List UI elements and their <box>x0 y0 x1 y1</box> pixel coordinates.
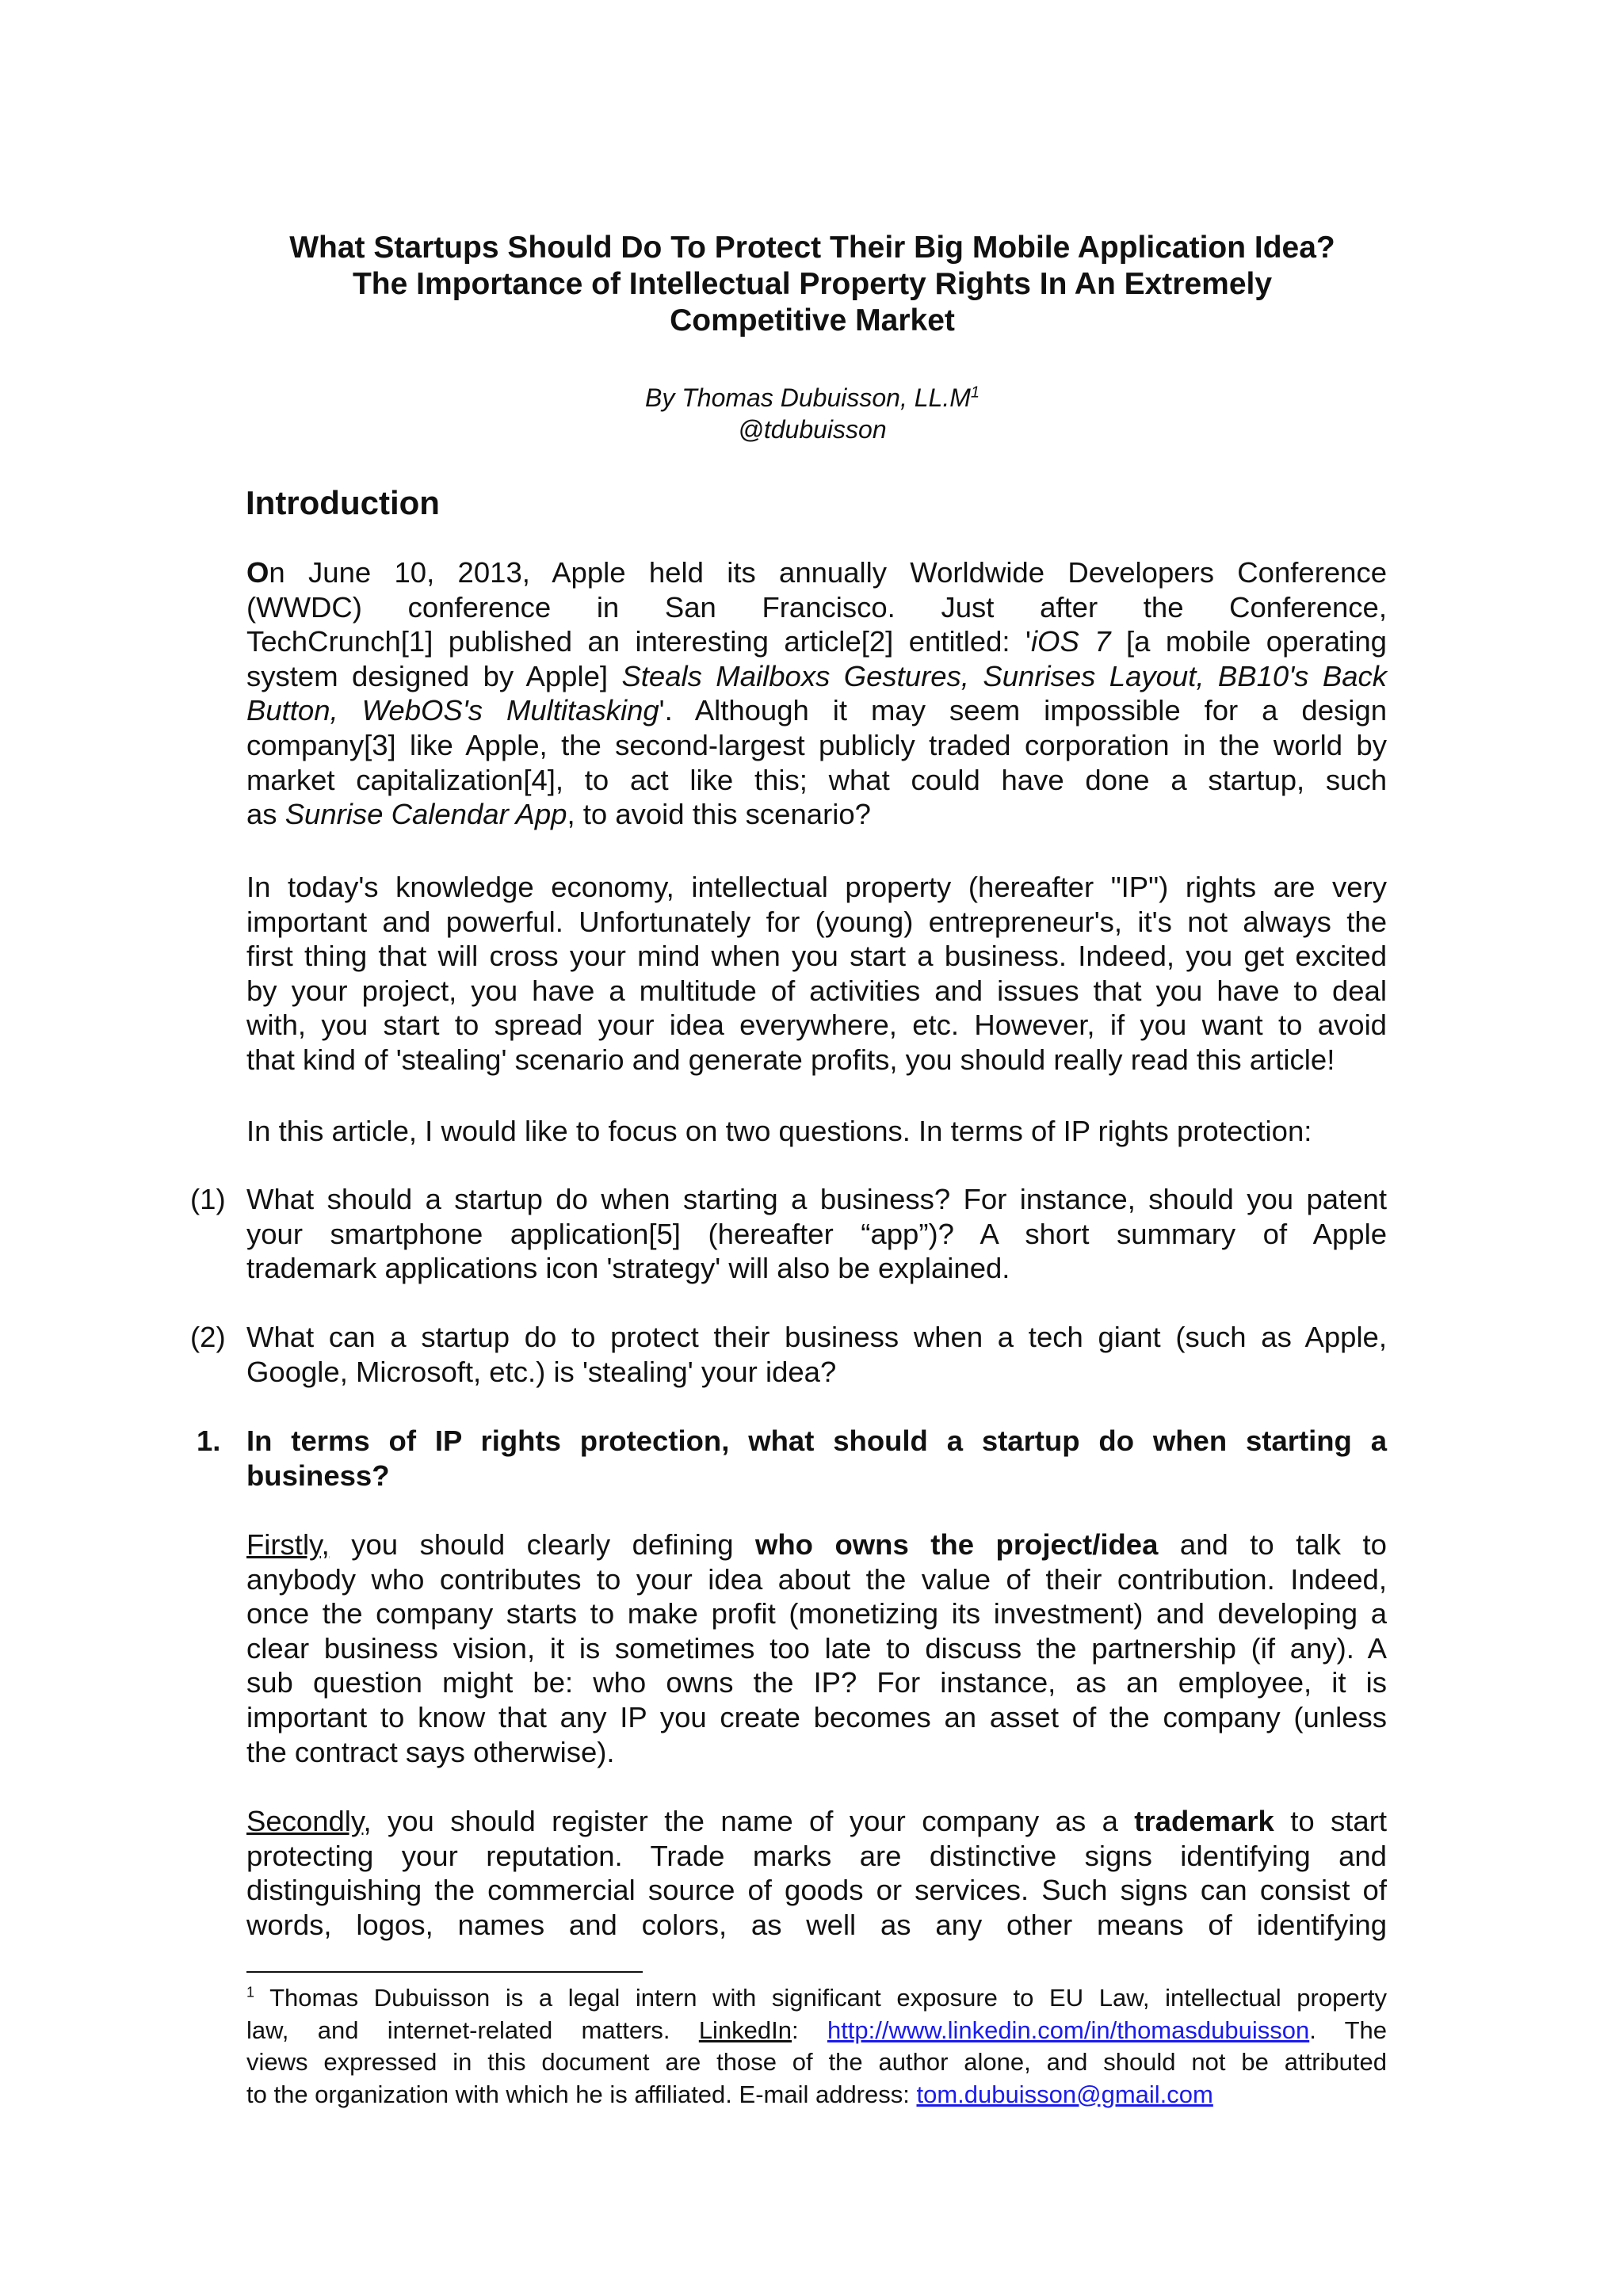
text-line: (WWDC) conference in San Francisco. Just after the Conference, <box>246 590 1387 624</box>
bold-text: who owns the project/idea <box>755 1528 1159 1561</box>
author-handle: @tdubuisson <box>738 415 887 444</box>
text-line: distinguishing the commercial source of goods or services. Such signs can consist of <box>246 1874 1387 1907</box>
secondly-paragraph <box>246 1804 1387 1942</box>
text-line <box>246 797 1387 832</box>
text-line <box>246 2079 1387 2111</box>
list-number: (2) <box>190 1321 226 1353</box>
text-span: you should clearly defining <box>329 1528 755 1561</box>
text-span: : <box>792 2016 827 2044</box>
text-span: , to avoid this scenario? <box>567 798 871 831</box>
linkedin-link[interactable]: http://www.linkedin.com/in/thomasdubuisson <box>827 2016 1310 2044</box>
text-span: system designed by Apple] <box>246 659 622 692</box>
text-line: In terms of IP rights protection, what should a startup do when starting a <box>246 1425 1387 1457</box>
page-title <box>230 230 1395 339</box>
text-line: clear business vision, it is sometimes too late to discuss the partnership (if any). A <box>246 1631 1387 1665</box>
question-2 <box>246 1320 1387 1389</box>
text-span: TechCrunch[1] published an interesting article[2] entitled: ' <box>246 625 1031 658</box>
underlined-lead: Secondly <box>246 1805 364 1837</box>
text-span: , you should register the name of your company as a <box>363 1805 1135 1837</box>
text-line: with, you start to spread your idea everywhere, etc. However, if you want to avoid <box>246 1009 1387 1042</box>
list-number: (1) <box>190 1183 226 1215</box>
text-line <box>246 659 1387 694</box>
text-line: Google, Microsoft, etc.) is 'stealing' your idea? <box>246 1355 837 1388</box>
italic-text: iOS 7 <box>1030 625 1111 658</box>
text-line: important and powerful. Unfortunately for (young) entrepreneur's, it's not always the <box>246 905 1387 938</box>
intro-paragraph-3 <box>246 1114 1387 1149</box>
text-line <box>246 1527 1387 1562</box>
text-line <box>246 1982 1387 2015</box>
text-line: business? <box>246 1459 390 1492</box>
text-line <box>246 555 1387 590</box>
section-heading-1 <box>246 1424 1387 1493</box>
title-line-2: The Importance of Intellectual Property Rights In An Extremely <box>352 267 1273 301</box>
italic-text: Sunrise Calendar App <box>285 798 567 831</box>
bold-text: trademark <box>1134 1805 1274 1837</box>
text-span: and to talk to <box>1158 1528 1387 1561</box>
text-span: law, and internet-related matters. <box>246 2016 699 2044</box>
text-line: What can a startup do to protect their business when a tech giant (such as Apple, <box>246 1321 1387 1353</box>
linkedin-label: LinkedIn <box>698 2016 792 2044</box>
text-line: your smartphone application[5] (hereafter “app”)? A short summary of Apple <box>246 1217 1387 1250</box>
text-line: What should a startup do when starting a business? For instance, should you patent <box>246 1183 1387 1215</box>
text-span: [a mobile operating <box>1110 625 1387 658</box>
text-line: the contract says otherwise). <box>246 1735 615 1768</box>
text-line: trademark applications icon 'strategy' will also be explained. <box>246 1252 1010 1285</box>
text-line: sub question might be: who owns the IP? For instance, as an employee, it is <box>246 1666 1387 1699</box>
text-line: In today's knowledge economy, intellectual property (hereafter "IP") rights are very <box>246 871 1387 903</box>
text-line <box>246 2015 1387 2047</box>
footnote-mark: 1 <box>246 1984 255 2000</box>
footnote-divider <box>246 1971 643 1973</box>
text-span: as <box>246 798 285 831</box>
text-line: words, logos, names and colors, as well as any other means of identifying <box>246 1908 1387 1941</box>
text-line: that kind of 'stealing' scenario and generate profits, you should really read this article! <box>246 1043 1335 1076</box>
text-line <box>246 693 1387 728</box>
intro-paragraph-2 <box>246 870 1387 1077</box>
underlined-lead: Firstly, <box>246 1528 330 1561</box>
text-line: by your project, you have a multitude of activities and issues that you have to deal <box>246 974 1387 1007</box>
text-line: once the company starts to make profit (monetizing its investment) and developing a <box>246 1597 1387 1630</box>
text-line: market capitalization[4], to act like this; what could have done a startup, such <box>246 763 1387 796</box>
italic-text: Button, WebOS's Multitasking <box>246 694 659 727</box>
author-footnote-mark: 1 <box>970 383 980 402</box>
italic-text: Steals Mailboxs Gestures, Sunrises Layout, BB10's Back <box>621 659 1387 692</box>
intro-paragraph-1 <box>246 555 1387 832</box>
section-number: 1. <box>197 1425 221 1457</box>
text-line <box>246 1804 1387 1839</box>
text-line: company[3] like Apple, the second-largest publicly traded corporation in the world by <box>246 728 1387 761</box>
email-link[interactable]: tom.dubuisson@gmail.com <box>916 2080 1213 2108</box>
text-line: protecting your reputation. Trade marks are distinctive signs identifying and <box>246 1839 1387 1872</box>
title-line-3: Competitive Market <box>670 303 955 338</box>
question-1 <box>246 1182 1387 1286</box>
firstly-paragraph <box>246 1527 1387 1769</box>
title-line-1: What Startups Should Do To Protect Their Big Mobile Application Idea? <box>289 231 1335 265</box>
text-span: to the organization with which he is affiliated. E-mail address: <box>246 2080 917 2108</box>
text-span: to start <box>1274 1805 1387 1837</box>
text-span: '. Although it may seem impossible for a design <box>659 694 1387 727</box>
text-line: views expressed in this document are those of the author alone, and should not be attributed <box>246 2048 1387 2076</box>
section-heading-introduction: Introduction <box>246 484 440 521</box>
text-line: important to know that any IP you create becomes an asset of the company (unless <box>246 1700 1387 1733</box>
footnote <box>246 1982 1387 2111</box>
author-line <box>230 382 1395 414</box>
text-span: . The <box>1309 2016 1387 2044</box>
text-line: anybody who contributes to your idea about the value of their contribution. Indeed, <box>246 1562 1387 1596</box>
byline <box>230 382 1395 445</box>
text-span: Thomas Dubuisson is a legal intern with significant exposure to EU Law, intellectual property <box>254 1984 1387 2012</box>
text-line <box>246 624 1387 659</box>
author-name: By Thomas Dubuisson, LL.M <box>645 383 971 412</box>
text-line: first thing that will cross your mind when you start a business. Indeed, you get excited <box>246 940 1387 973</box>
text-span: n June 10, 2013, Apple held its annually Worldwide Developers Conference <box>269 556 1387 589</box>
text-line: In this article, I would like to focus on two questions. In terms of IP rights protection: <box>246 1115 1312 1147</box>
drop-letter: O <box>246 556 269 589</box>
